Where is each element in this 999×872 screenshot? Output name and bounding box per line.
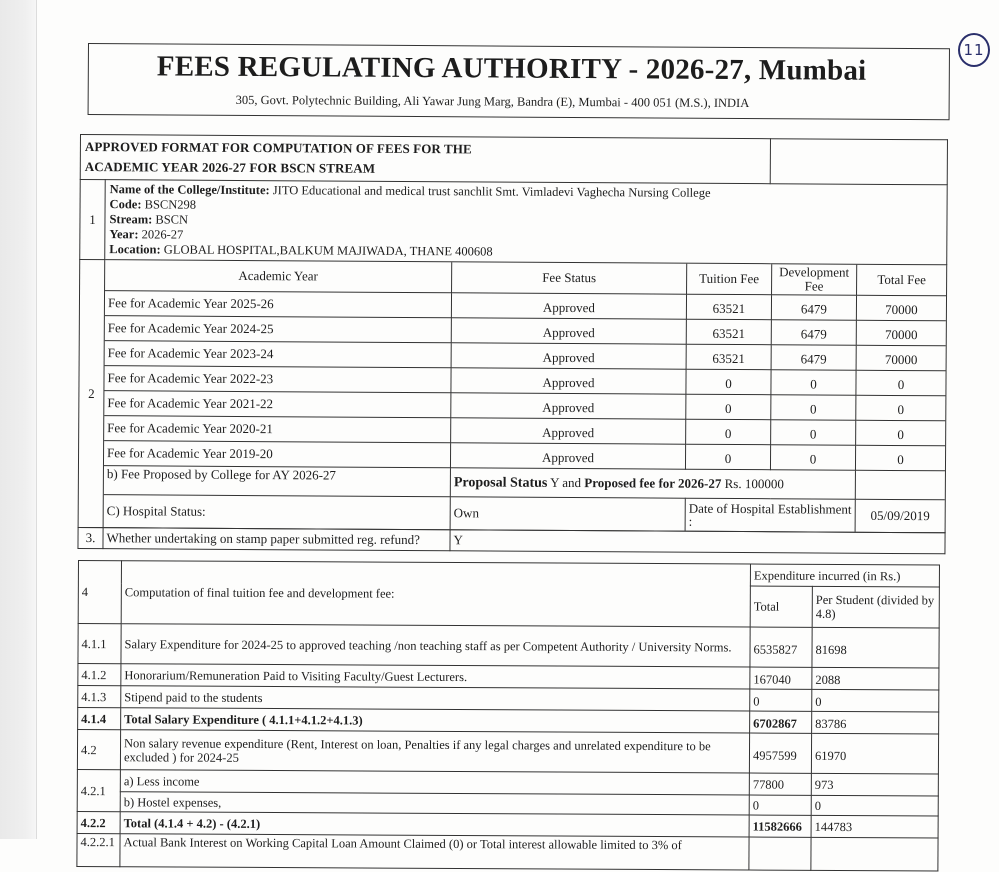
fee-history-table <box>104 260 947 532</box>
blank-cell <box>855 470 945 500</box>
less-income-total: 77800 <box>749 773 811 795</box>
tuition-fee-cell: 0 <box>686 419 771 445</box>
fee-status-cell: Approved <box>451 343 686 369</box>
undertaking-row <box>78 527 945 553</box>
proposed-fee-label: b) Fee Proposed by College for AY 2026-27 <box>104 466 451 497</box>
authority-title: FEES REGULATING AUTHORITY - 2026-27, Mumbai <box>156 50 867 87</box>
computation-row <box>78 624 939 669</box>
less-income-per-student: 973 <box>811 773 938 796</box>
page-number-handwritten: 11 <box>958 33 990 67</box>
hospital-date-label: Date of Hospital Establishment : <box>685 498 855 532</box>
computation-table <box>76 560 940 872</box>
hospital-status-row <box>104 495 945 533</box>
fee-format-sheet <box>77 134 948 554</box>
fee-status-cell: Approved <box>451 368 686 394</box>
row-description: Total Salary Expenditure ( 4.1.1+4.1.2+4.1.3) <box>121 708 750 733</box>
code-value: BSCN298 <box>144 197 197 212</box>
row-per-student: 81698 <box>812 627 939 668</box>
row-total: 6535827 <box>750 627 812 667</box>
bank-interest-row <box>77 833 938 871</box>
bank-interest-desc: Actual Bank Interest on Working Capital Loan Amount Claimed (0) or Total interest allowable limited to 3% of <box>120 834 749 870</box>
academic-year-cell: Fee for Academic Year 2020-21 <box>104 416 451 443</box>
per-student-header: Per Student (divided by 4.8) <box>812 587 939 628</box>
academic-year-cell: Fee for Academic Year 2024-25 <box>105 316 452 343</box>
hospital-status-label: C) Hospital Status: <box>104 495 451 530</box>
row-description: Honorarium/Remuneration Paid to Visiting Faculty/Guest Lecturers. <box>121 664 750 689</box>
development-fee-cell: 6479 <box>771 320 856 346</box>
total-fee-cell: 70000 <box>856 345 946 371</box>
tuition-fee-cell: 0 <box>686 394 771 420</box>
row-description: Non salary revenue expenditure (Rent, Interest on loan, Penalties if any legal charges and unrelated expenditure to be excluded ) for 2024-25 <box>120 730 749 773</box>
header-fee-status: Fee Status <box>452 262 687 294</box>
tuition-fee-cell: 63521 <box>686 294 771 320</box>
form-title <box>80 135 770 184</box>
row-description: Salary Expenditure for 2024-25 to approved teaching /non teaching staff as per Competent Authority / University Norms. <box>121 624 750 667</box>
hostel-expenses-per-student: 0 <box>811 795 938 816</box>
section-number: 1 <box>80 180 105 260</box>
row-code: 4.2 <box>77 730 120 770</box>
proposal-status-value: Y and <box>550 474 582 490</box>
page-edge-shadow <box>0 0 37 839</box>
fee-status-cell: Approved <box>451 318 686 344</box>
hostel-expenses-total: 0 <box>749 795 811 815</box>
year-label: Year: <box>109 227 139 242</box>
header-tuition-fee: Tuition Fee <box>687 264 772 295</box>
computation-sheet <box>76 560 940 872</box>
development-fee-cell: 6479 <box>771 345 856 371</box>
grand-total-per-student: 144783 <box>811 815 938 838</box>
year-value: 2026-27 <box>141 227 184 242</box>
total-fee-cell: 70000 <box>856 295 946 321</box>
proposed-fee-for-label: Proposed fee for 2026-27 <box>584 474 722 491</box>
tuition-fee-cell: 63521 <box>686 319 771 345</box>
total-fee-cell: 0 <box>856 395 946 421</box>
fee-status-cell: Approved <box>451 418 686 444</box>
hospital-status-value: Own <box>450 497 685 531</box>
header-development-fee: Development Fee <box>772 264 857 295</box>
development-fee-cell: 6479 <box>771 295 856 321</box>
academic-year-cell: Fee for Academic Year 2022-23 <box>104 366 451 393</box>
stream-label: Stream: <box>109 212 153 227</box>
academic-year-cell: Fee for Academic Year 2019-20 <box>104 441 451 468</box>
hospital-date-value: 05/09/2019 <box>855 499 945 532</box>
fee-history-rows <box>104 291 946 471</box>
academic-year-cell: Fee for Academic Year 2021-22 <box>104 391 451 418</box>
row-per-student: 83786 <box>812 711 939 734</box>
development-fee-cell: 0 <box>770 445 855 471</box>
total-fee-cell: 0 <box>856 420 946 446</box>
total-fee-cell: 0 <box>855 445 945 471</box>
form-title-line-2: ACADEMIC YEAR 2026-27 FOR BSCN STREAM <box>84 159 376 176</box>
bank-interest-total <box>749 837 811 870</box>
stream-value: BSCN <box>155 212 189 227</box>
row-per-student: 61970 <box>811 733 938 774</box>
code-label: Code: <box>109 197 142 212</box>
proposal-status <box>450 468 855 499</box>
row-per-student: 0 <box>812 689 939 712</box>
row-description: Stipend paid to the students <box>121 686 750 711</box>
computation-rows <box>77 624 939 775</box>
computation-number: 4 <box>78 561 121 624</box>
college-name-label: Name of the College/Institute: <box>109 182 270 198</box>
expenditure-header: Expenditure incurred (in Rs.) <box>750 564 939 587</box>
grand-total-code: 4.2.2 <box>77 811 120 833</box>
grand-total-desc: Total (4.1.4 + 4.2) - (4.2.1) <box>120 812 749 837</box>
header-total-fee: Total Fee <box>857 265 947 296</box>
total-header: Total <box>750 586 812 627</box>
section-number: 3. <box>78 527 103 548</box>
proposal-status-label: Proposal Status <box>453 474 548 491</box>
undertaking-table <box>77 527 945 554</box>
tuition-fee-cell: 0 <box>685 444 770 470</box>
row-per-student: 2088 <box>812 667 939 690</box>
row-code: 4.1.1 <box>78 624 121 664</box>
section-number: 2 <box>78 260 105 528</box>
total-fee-cell: 0 <box>856 370 946 396</box>
computation-header-row <box>78 561 939 588</box>
fee-history-cell <box>103 260 947 533</box>
undertaking-answer: Y <box>450 530 945 554</box>
fee-status-cell: Approved <box>450 443 685 469</box>
fee-status-cell: Approved <box>451 393 686 419</box>
fee-format-table <box>78 134 948 533</box>
total-fee-cell: 70000 <box>856 320 946 346</box>
header-academic-year: Academic Year <box>105 260 452 293</box>
tuition-fee-cell: 63521 <box>686 344 771 370</box>
row-code: 4.1.2 <box>78 664 121 686</box>
authority-address: 305, Govt. Polytechnic Building, Ali Yawar Jung Marg, Bandra (E), Mumbai - 400 051 (M.S.), INDIA <box>235 92 750 111</box>
academic-year-cell: Fee for Academic Year 2023-24 <box>105 341 452 368</box>
computation-row <box>77 730 938 775</box>
location-value: GLOBAL HOSPITAL,BALKUM MAJIWADA, THANE 400608 <box>163 242 493 259</box>
academic-year-cell: Fee for Academic Year 2025-26 <box>105 291 452 318</box>
development-fee-cell: 0 <box>771 395 856 421</box>
development-fee-cell: 0 <box>771 420 856 446</box>
less-income-desc: a) Less income <box>120 770 749 795</box>
less-code: 4.2.1 <box>77 769 120 811</box>
row-total: 167040 <box>750 667 812 689</box>
bank-interest-per-student <box>811 837 938 871</box>
blank-title-cell <box>770 139 947 185</box>
row-total: 0 <box>750 689 812 711</box>
row-code: 4.1.4 <box>78 708 121 730</box>
location-label: Location: <box>109 242 161 257</box>
college-name-value: JITO Educational and medical trust sanchlit Smt. Vimladevi Vaghecha Nursing College <box>272 183 711 200</box>
row-code: 4.1.3 <box>78 686 121 708</box>
computation-title: Computation of final tuition fee and development fee: <box>121 561 750 627</box>
fee-status-cell: Approved <box>451 293 686 319</box>
row-total: 4957599 <box>749 733 811 773</box>
bank-interest-code: 4.2.2.1 <box>77 833 120 866</box>
development-fee-cell: 0 <box>771 370 856 396</box>
row-total: 6702867 <box>750 711 812 733</box>
hostel-expenses-desc: b) Hostel expenses, <box>120 792 749 815</box>
grand-total-total: 11582666 <box>749 815 811 837</box>
letterhead <box>88 43 950 120</box>
tuition-fee-cell: 0 <box>686 369 771 395</box>
proposed-fee-value: Rs. 100000 <box>724 475 784 491</box>
form-title-line-1: APPROVED FORMAT FOR COMPUTATION OF FEES FOR THE <box>84 139 472 157</box>
undertaking-question: Whether undertaking on stamp paper submitted reg. refund? <box>103 528 450 551</box>
college-info <box>105 180 947 265</box>
